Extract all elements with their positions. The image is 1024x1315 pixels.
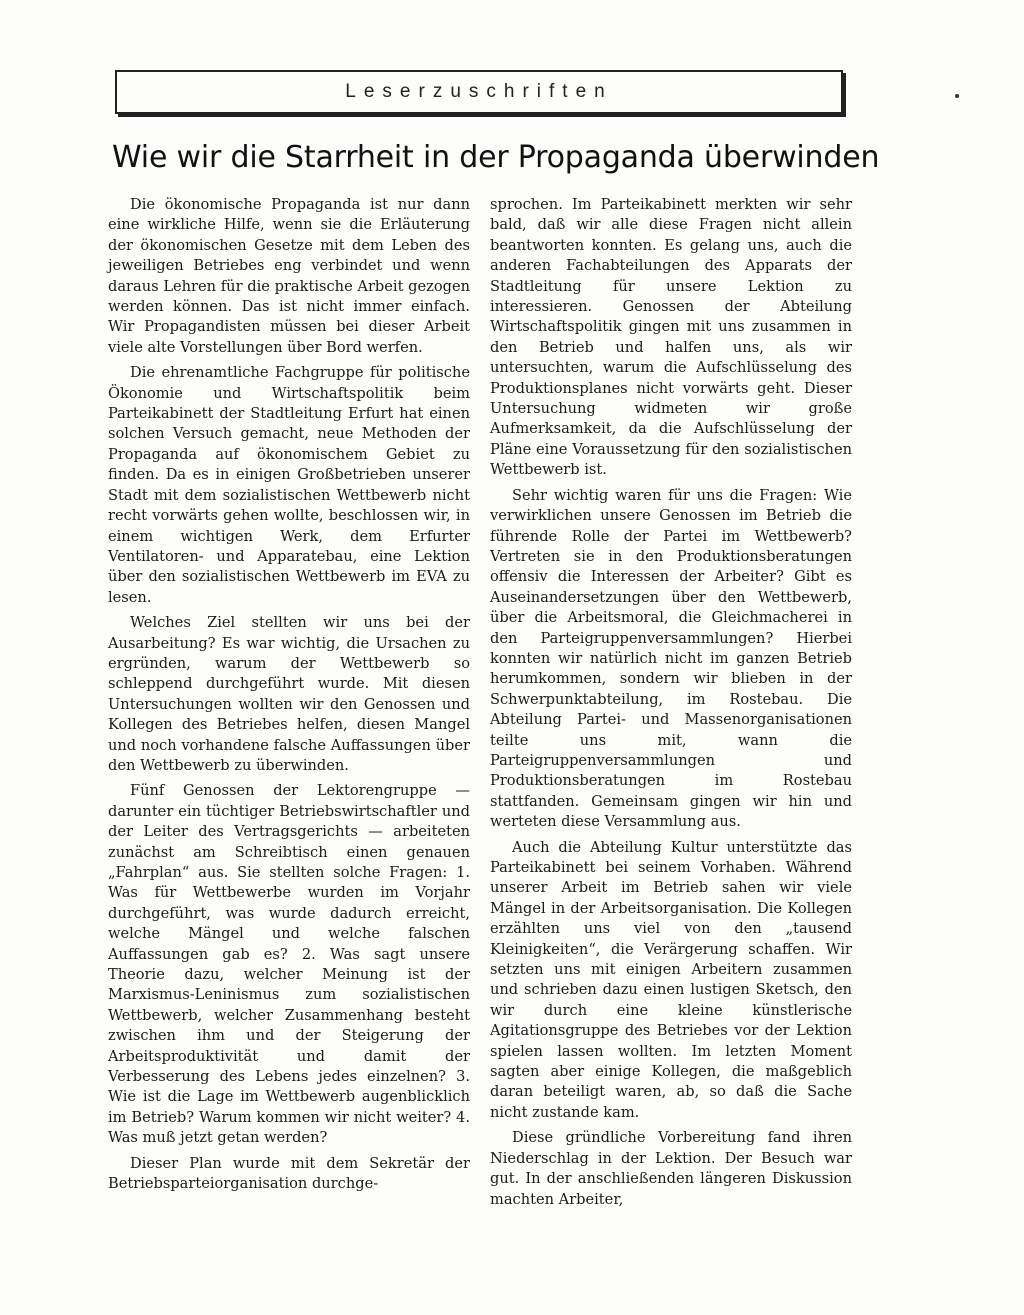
paragraph: Sehr wichtig waren für uns die Fragen: Wie verwirklichen unsere Genossen im Betrieb die führende Rolle der Partei im Wettbewerb? Vertreten sie in den Produktionsberatungen offensiv die Interessen der Arbeiter? Gibt es Auseinandersetzungen über den Wettbewerb, über die Arbeitsmoral, die Gleichmacherei in den Parteigruppenversammlungen? Hierbei konnten wir natürlich nicht im ganzen Betrieb herumkommen, sondern wir blieben in der Schwerpunktabteilung, im Rostebau. Die Abteilung Partei- und Massenorganisationen teilte uns mit, wann die Parteigruppenversammlungen und Produktionsberatungen im Rostebau stattfanden. Gemeinsam gingen wir hin und werteten diese Versammlung aus. — [490, 486, 852, 831]
paragraph: Die ökonomische Propaganda ist nur dann eine wirkliche Hilfe, wenn sie die Erläuterung der ökonomischen Gesetze mit dem Leben des jeweiligen Betriebes eng verbindet und wenn daraus Lehren für die praktische Arbeit gezogen werden können. Das ist nicht immer einfach. Wir Propagandisten müssen bei dieser Arbeit viele alte Vorstellungen über Bord werfen. — [108, 196, 470, 356]
paragraph: Welches Ziel stellten wir uns bei der Ausarbeitung? Es war wichtig, die Ursachen zu ergründen, warum der Wettbewerb so schleppend durchgeführt wurde. Mit diesen Untersuchungen wollten wir den Genossen und Kollegen des Betriebes helfen, diesen Mangel und noch vorhandene falsche Auffassungen über den Wettbewerb zu überwinden. — [108, 614, 470, 774]
paragraph: Die ehrenamtliche Fachgruppe für politische Ökonomie und Wirtschaftspolitik beim Parteikabinett der Stadtleitung Erfurt hat einen solchen Versuch gemacht, neue Methoden der Propaganda auf ökonomischem Gebiet zu finden. Da es in einigen Großbetrieben unserer Stadt mit dem sozialistischen Wettbewerb nicht recht vorwärts gehen wollte, beschlossen wir, in einem wichtigen Werk, dem Erfurter Ventilatoren- und Apparatebau, eine Lektion über den sozialistischen Wettbewerb im EVA zu lesen. — [108, 364, 470, 606]
section-label: Leserzuschriften — [345, 81, 613, 102]
print-speck — [955, 94, 959, 98]
paragraph-continued: sprochen. Im Parteikabinett merkten wir sehr bald, daß wir alle diese Fragen nicht allein beantworten konnten. Es gelang uns, auch die anderen Fachabteilungen des Apparats der Stadtleitung für unsere Lektion zu interessieren. Genossen der Abteilung Wirtschaftspolitik gingen mit uns zusammen in den Betrieb und halfen uns, als wir untersuchten, warum die Aufschlüsselung des Produktionsplanes nicht vorwärts geht. Dieser Untersuchung widmeten wir große Aufmerksamkeit, da die Aufschlüsselung der Pläne eine Voraussetzung für den sozialistischen Wettbewerb ist. — [490, 196, 852, 479]
paragraph: Auch die Abteilung Kultur unterstützte das Parteikabinett bei seinem Vorhaben. Während unserer Arbeit im Betrieb sahen wir viele Mängel in der Arbeitsorganisation. Die Kollegen erzählten uns viel von den „tausend Kleinigkeiten“, die Verärgerung schaffen. Wir setzten uns mit einigen Arbeitern zusammen und schrieben dazu einen lustigen Sketsch, den wir durch eine kleine künstlerische Agitationsgruppe des Betriebes vor der Lektion spielen lassen wollten. Im letzten Moment sagten aber einige Kollegen, die maßgeblich daran beteiligt waren, ab, so daß die Sache nicht zustande kam. — [490, 838, 852, 1121]
paragraph: Fünf Genossen der Lektorengruppe — darunter ein tüchtiger Betriebswirtschaftler und der Leiter des Vertragsgerichts — arbeiteten zunächst am Schreibtisch einen genauen „Fahrplan“ aus. Sie stellten solche Fragen: 1. Was für Wettbewerbe wurden im Vorjahr durchgeführt, was wurde dadurch erreicht, welche Mängel und welche falschen Auffassungen gab es? 2. Was sagt unsere Theorie dazu, welcher Meinung ist der Marxismus-Leninismus zum sozialistischen Wettbewerb, welcher Zusammenhang besteht zwischen ihm und der Steigerung der Arbeitsproduktivität und damit der Verbesserung des Lebens jedes einzelnen? 3. Wie ist die Lage im Wettbewerb augenblicklich im Betrieb? Warum kommen wir nicht weiter? 4. Was muß jetzt getan werden? — [108, 782, 470, 1147]
article-column-right — [490, 195, 852, 1215]
article-column-left — [108, 195, 470, 1200]
paragraph: Diese gründliche Vorbereitung fand ihren Niederschlag in der Lektion. Der Besuch war gut. In der anschließenden längeren Diskussion machten Arbeiter, — [490, 1129, 852, 1208]
article-title: Wie wir die Starrheit in der Propaganda überwinden — [112, 140, 880, 175]
paragraph: Dieser Plan wurde mit dem Sekretär der Betriebsparteiorganisation durchge- — [108, 1154, 470, 1193]
section-header-box — [115, 70, 843, 114]
